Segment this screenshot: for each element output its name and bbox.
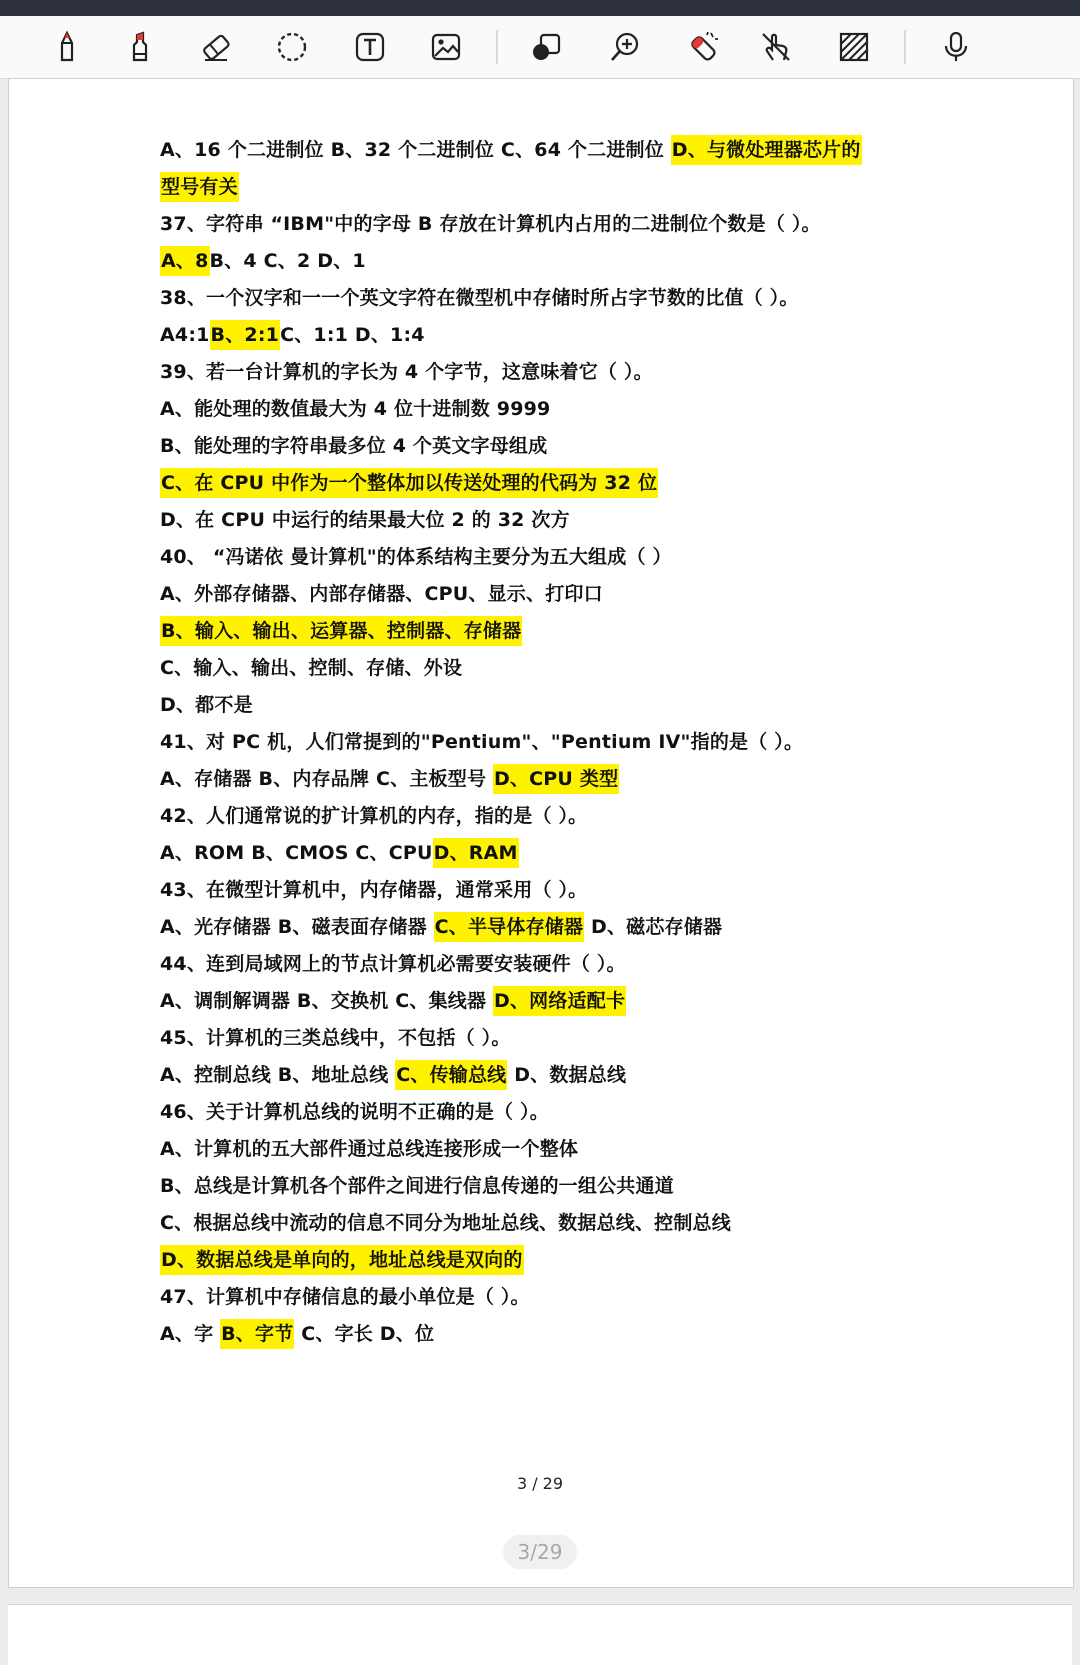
text-segment: 43、在微型计算机中，内存储器，通常采用（ ）。 (160, 879, 588, 901)
highlighted-answer: D、RAM (433, 838, 519, 868)
text-segment: 40、 “冯诺依 曼计算机"的体系结构主要分为五大组成（ ） (160, 546, 672, 568)
text-segment: C、根据总线中流动的信息不同分为地址总线、数据总线、控制总线 (160, 1212, 731, 1234)
next-page-preview[interactable] (8, 1604, 1072, 1665)
text-line (160, 1094, 920, 1131)
text-line (160, 1205, 920, 1242)
highlighted-answer: D、数据总线是单向的，地址总线是双向的 (160, 1245, 524, 1275)
text-segment: A、计算机的五大部件通过总线连接形成一个整体 (160, 1138, 579, 1160)
text-segment: 37、字符串 “IBM"中的字母 B 存放在计算机内占用的二进制位个数是（ ）。 (160, 213, 821, 235)
highlighted-answer: D、与微处理器芯片的 (671, 135, 862, 165)
lasso-select-icon[interactable] (270, 25, 314, 69)
pen-icon[interactable] (45, 25, 89, 69)
laser-pointer-icon[interactable] (680, 25, 724, 69)
text-line (160, 280, 920, 317)
text-line (160, 872, 920, 909)
toolbar-divider (496, 30, 498, 64)
text-line (160, 428, 920, 465)
text-line (160, 946, 920, 983)
text-line (160, 724, 920, 761)
text-segment: A、ROM B、CMOS C、CPU (160, 842, 433, 864)
text-segment: A、16 个二进制位 B、32 个二进制位 C、64 个二进制位 (160, 139, 671, 161)
zoom-in-icon[interactable] (603, 25, 647, 69)
text-segment: D、在 CPU 中运行的结果最大位 2 的 32 次方 (160, 509, 570, 531)
text-line (160, 650, 920, 687)
text-line (160, 835, 920, 872)
text-line (160, 1168, 920, 1205)
text-segment: B、能处理的字符串最多位 4 个英文字母组成 (160, 435, 548, 457)
text-line (160, 169, 920, 206)
text-line (160, 798, 920, 835)
text-tool-icon[interactable] (348, 25, 392, 69)
text-line (160, 132, 920, 169)
text-segment: A、存储器 B、内存品牌 C、主板型号 (160, 768, 493, 790)
text-segment: 38、一个汉字和一一个英文字符在微型机中存储时所占字节数的比值（ ）。 (160, 287, 799, 309)
text-line (160, 761, 920, 798)
toolbar-divider (904, 30, 906, 64)
text-line (160, 539, 920, 576)
text-segment: A、光存储器 B、磁表面存储器 (160, 916, 434, 938)
highlighted-answer: B、2:1 (210, 320, 281, 350)
text-line (160, 354, 920, 391)
text-line (160, 909, 920, 946)
text-segment: 41、对 PC 机，人们常提到的"Pentium"、"Pentium IV"指的是（ ）。 (160, 731, 804, 753)
text-segment: 39、若一台计算机的字长为 4 个字节，这意味着它（ ）。 (160, 361, 653, 383)
text-line (160, 1242, 920, 1279)
text-segment: D、都不是 (160, 694, 253, 716)
page-number: 3 / 29 (516, 1474, 564, 1493)
text-segment: 45、计算机的三类总线中，不包括（ ）。 (160, 1027, 511, 1049)
text-line (160, 206, 920, 243)
text-segment: C、1:1 D、1:4 (280, 324, 425, 346)
status-strip (0, 0, 1080, 16)
annotation-toolbar (0, 16, 1080, 79)
highlighted-answer: A、8 (160, 246, 210, 276)
text-segment: C、字长 D、位 (294, 1323, 435, 1345)
text-segment: A、调制解调器 B、交换机 C、集线器 (160, 990, 493, 1012)
highlighter-icon[interactable] (118, 25, 162, 69)
text-line (160, 983, 920, 1020)
text-segment: 42、人们通常说的扩计算机的内存，指的是（ ）。 (160, 805, 588, 827)
text-line (160, 576, 920, 613)
text-segment: A4:1 (160, 324, 210, 346)
text-segment: 44、连到局域网上的节点计算机必需要安装硬件（ ）。 (160, 953, 626, 975)
highlighted-answer: B、输入、输出、运算器、控制器、存储器 (160, 616, 522, 646)
highlighted-answer: C、半导体存储器 (434, 912, 585, 942)
highlighted-answer: B、字节 (220, 1319, 294, 1349)
document-body (160, 132, 920, 1353)
text-line (160, 391, 920, 428)
highlighted-answer: D、网络适配卡 (493, 986, 626, 1016)
text-line (160, 465, 920, 502)
text-segment: C、输入、输出、控制、存储、外设 (160, 657, 463, 679)
microphone-icon[interactable] (934, 25, 978, 69)
text-line (160, 1316, 920, 1353)
text-line (160, 317, 920, 354)
text-line (160, 1131, 920, 1168)
text-segment: A、外部存储器、内部存储器、CPU、显示、打印口 (160, 583, 603, 605)
text-line (160, 243, 920, 280)
text-segment: B、4 C、2 D、1 (209, 250, 366, 272)
text-segment: A、字 (160, 1323, 221, 1345)
highlighted-answer: 型号有关 (160, 172, 239, 202)
shape-tool-icon[interactable] (524, 25, 568, 69)
text-line (160, 1020, 920, 1057)
text-line (160, 613, 920, 650)
text-line (160, 502, 920, 539)
text-line (160, 687, 920, 724)
eraser-icon[interactable] (194, 25, 238, 69)
pattern-icon[interactable] (832, 25, 876, 69)
highlighted-answer: C、在 CPU 中作为一个整体加以传送处理的代码为 32 位 (160, 468, 658, 498)
text-segment: A、控制总线 B、地址总线 (160, 1064, 396, 1086)
text-segment: B、总线是计算机各个部件之间进行信息传递的一组公共通道 (160, 1175, 674, 1197)
image-icon[interactable] (424, 25, 468, 69)
text-line (160, 1057, 920, 1094)
touch-off-icon[interactable] (754, 25, 798, 69)
text-segment: 47、计算机中存储信息的最小单位是（ ）。 (160, 1286, 530, 1308)
text-segment: D、磁芯存储器 (584, 916, 723, 938)
text-line (160, 1279, 920, 1316)
text-segment: 46、关于计算机总线的说明不正确的是（ ）。 (160, 1101, 549, 1123)
text-segment: D、数据总线 (507, 1064, 627, 1086)
highlighted-answer: C、传输总线 (395, 1060, 507, 1090)
highlighted-answer: D、CPU 类型 (493, 764, 619, 794)
page-indicator: 3/29 (503, 1535, 577, 1569)
text-segment: A、能处理的数值最大为 4 位十进制数 9999 (160, 398, 551, 420)
